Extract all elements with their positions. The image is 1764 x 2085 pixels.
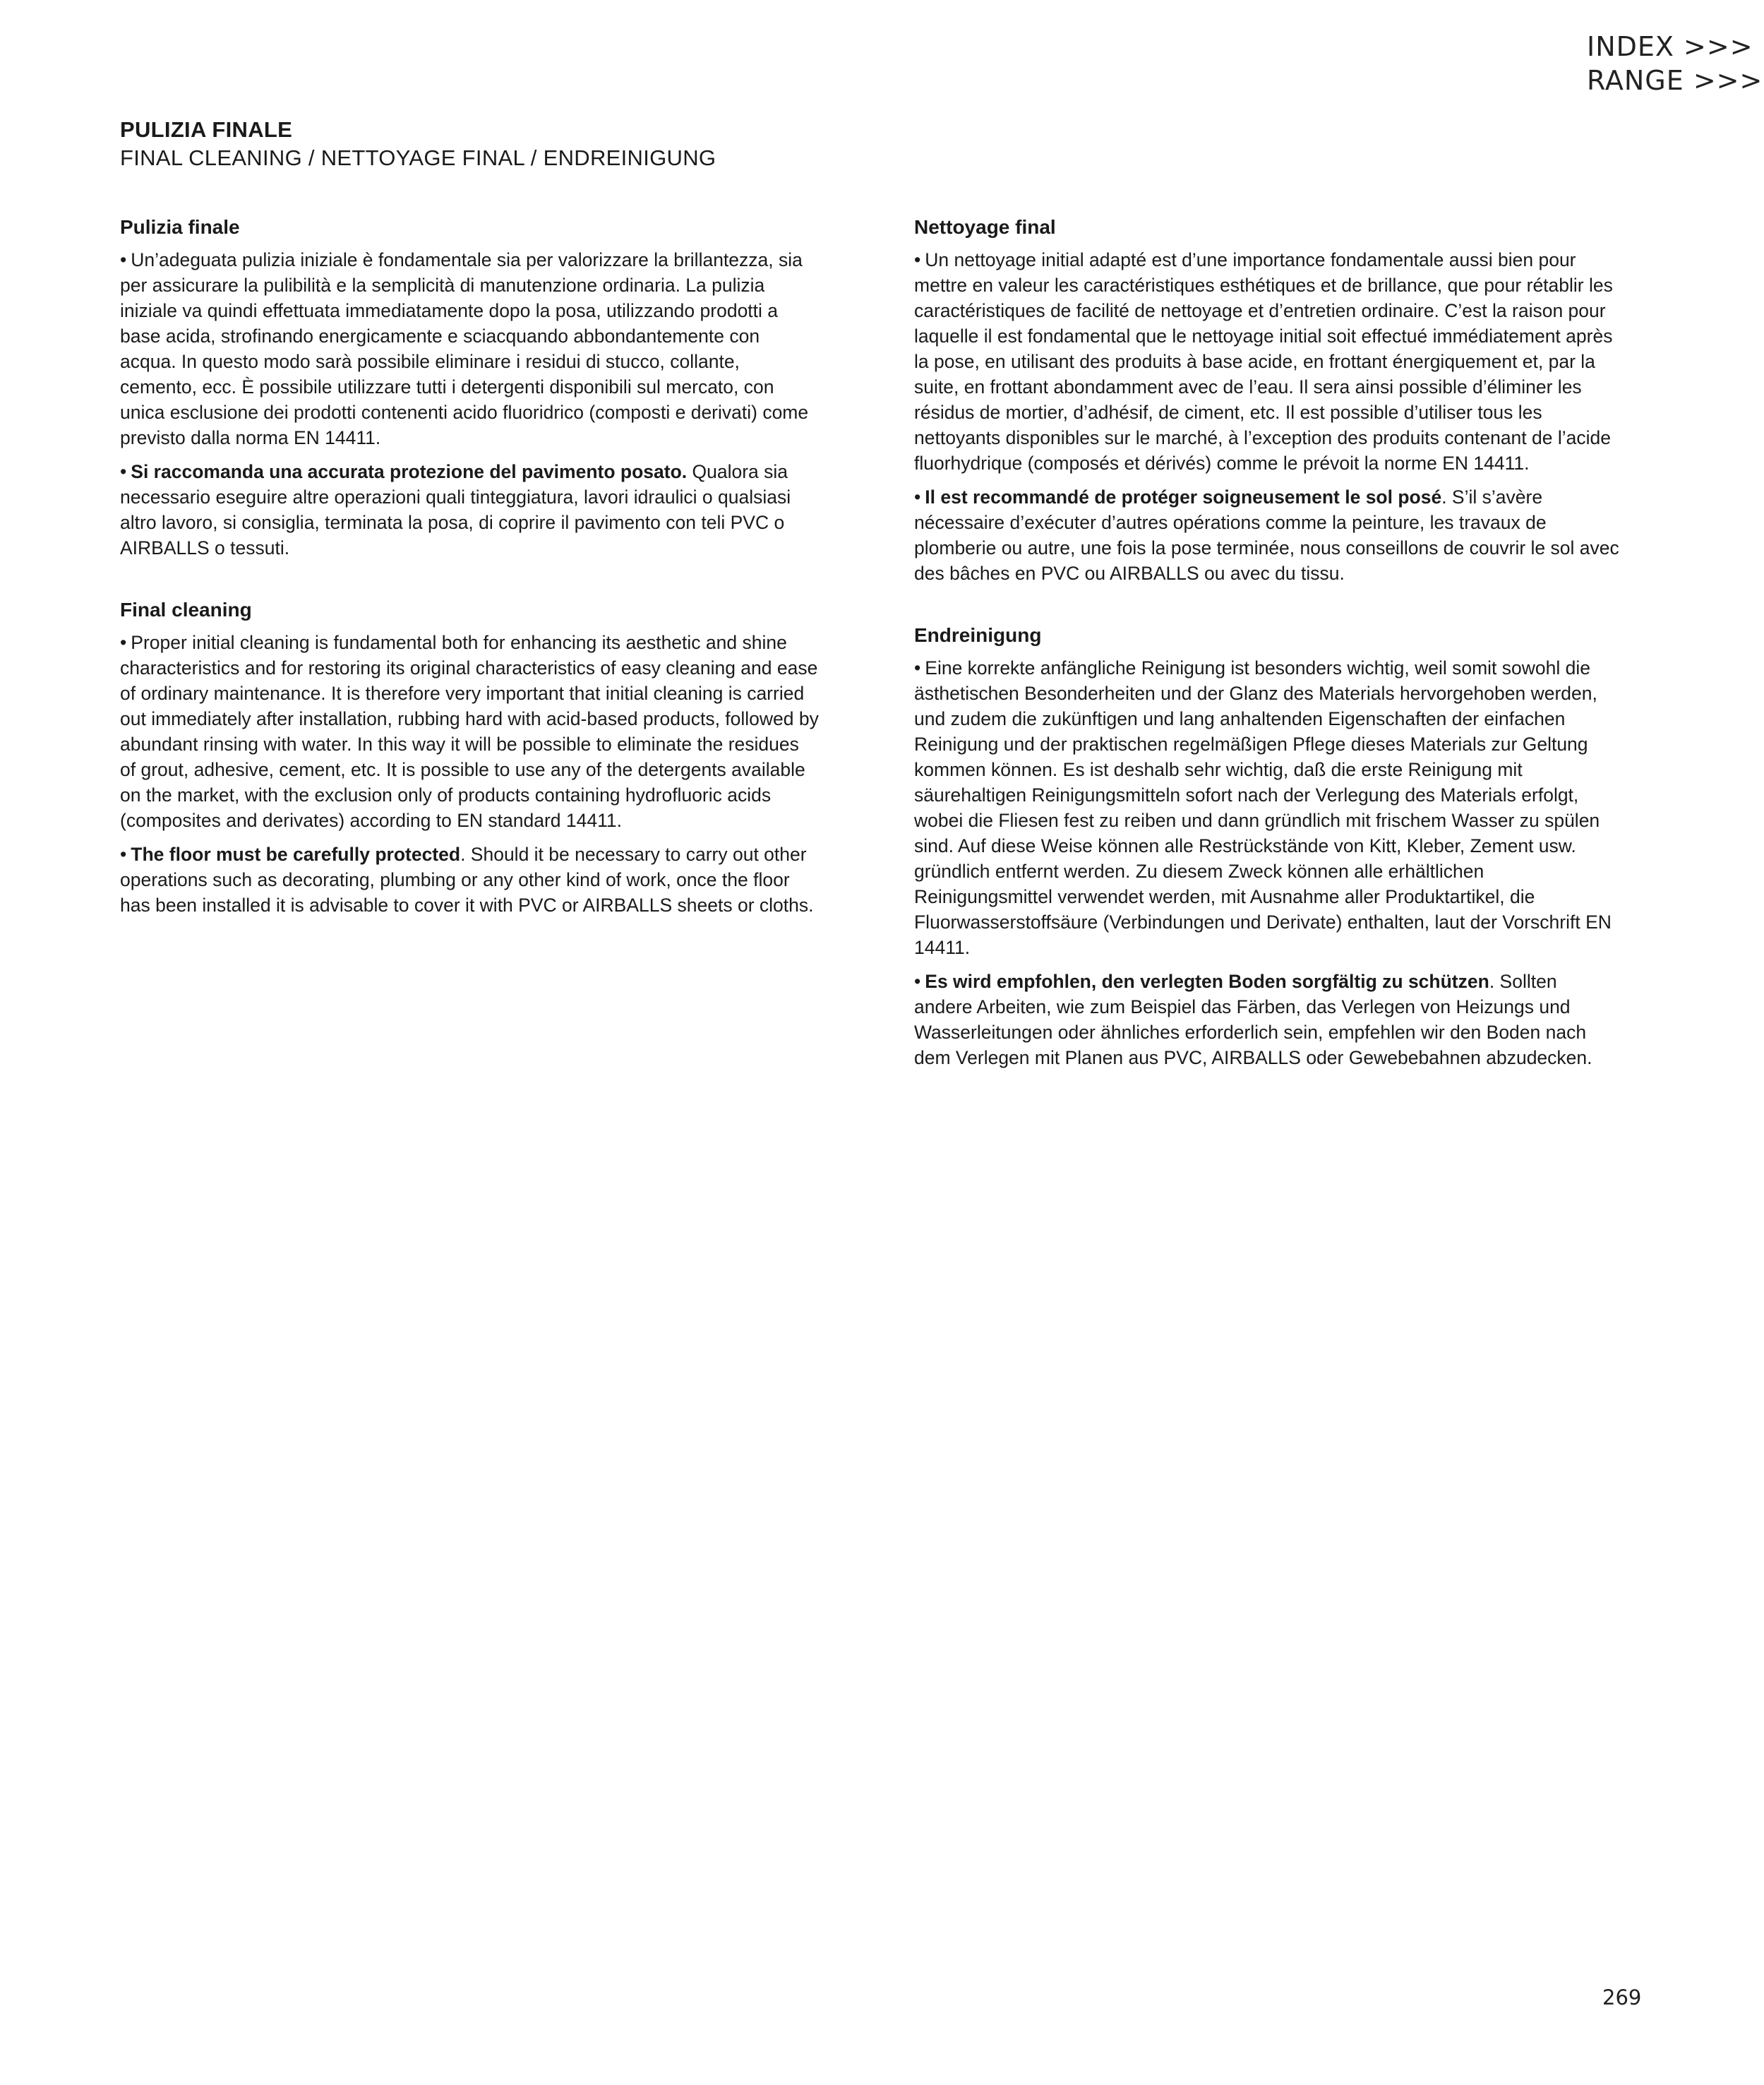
top-navigation <box>1587 30 1763 97</box>
paragraph <box>120 630 819 833</box>
left-column <box>120 213 819 953</box>
section-italian <box>120 213 819 561</box>
paragraph-emphasis: Il est recommandé de protéger soigneusement le sol posé <box>925 486 1442 508</box>
bullet: • <box>120 461 127 482</box>
bullet: • <box>120 844 127 865</box>
section-title: Final cleaning <box>120 599 252 621</box>
index-link[interactable]: INDEX >>> <box>1587 31 1753 62</box>
paragraph-text: Un’adeguata pulizia iniziale è fondamentale sia per valorizzare la brillantezza, sia per assicurare la pulibilità e la semplicità di manutenzione ordinaria. La pulizia iniziale va quindi effettuata immediatamente dopo la posa, utilizzando prodotti a base acida, strofinando energicamente e sciacquando abbondantemente con acqua. In questo modo sarà possibile eliminare i residui di stucco, collante, cemento, ecc. È possibile utilizzare tutti i detergenti disponibili sul mercato, con unica esclusione dei prodotti contenenti acido fluoridrico (composti e derivati) come previsto dalla norma EN 14411. <box>120 249 809 448</box>
right-column <box>914 213 1620 1106</box>
range-link[interactable]: RANGE >>> <box>1587 65 1763 96</box>
paragraph-text: Proper initial cleaning is fundamental both for enhancing its aesthetic and shine characteristics and for restoring its original characteristics of easy cleaning and ease of ordinary maintenance. It is therefore very important that initial cleaning is carried out immediately after installation, rubbing hard with acid-based products, followed by abundant rinsing with water. In this way it will be possible to eliminate the residues of grout, adhesive, cement, etc. It is possible to use any of the detergents available on the market, with the exclusion only of products containing hydrofluoric acids (composites and derivates) according to EN standard 14411. <box>120 632 819 831</box>
page-subtitle: FINAL CLEANING / NETTOYAGE FINAL / ENDREINIGUNG <box>120 145 716 170</box>
paragraph-text: Eine korrekte anfängliche Reinigung ist besonders wichtig, weil somit sowohl die ästhetischen Besonderheiten und der Glanz des Materials hervorgehoben werden, und zudem die zukünftigen und lang anhaltenden Eigenschaften der einfachen Reinigung und der praktischen regelmäßigen Pflege dieses Materials zur Geltung kommen können. Es ist deshalb sehr wichtig, daß die erste Reinigung mit säurehaltigen Reinigungsmitteln sofort nach der Verlegung des Materials erfolgt, wobei die Fliesen fest zu reiben und dann gründlich mit frischem Wasser zu spülen sind. Auf diese Weise können alle Restrückstände von Kitt, Kleber, Zement usw. gründlich entfernt werden. Zu diesem Zweck können alle erhältlichen Reinigungsmittel verwendet werden, mit Ausnahme aller Produktartikel, die Fluorwasserstoffsäure (Verbindungen und Derivate) enthalten, laut der Vorschrift EN 14411. <box>914 657 1612 958</box>
page-number: 269 <box>1602 1985 1642 2009</box>
paragraph-emphasis: Si raccomanda una accurata protezione del pavimento posato. <box>131 461 688 482</box>
paragraph-text: . Should it be necessary to carry out other operations such as decorating, plumbing or any other kind of work, once the floor has been installed it is advisable to cover it with PVC or AIRBALLS sheets or cloths. <box>120 844 814 916</box>
paragraph-text: Qualora sia necessario eseguire altre operazioni quali tinteggiatura, lavori idraulici o qualsiasi altro lavoro, si consiglia, terminata la posa, di coprire il pavimento con teli PVC o AIRBALLS o tessuti. <box>120 461 791 558</box>
section-french <box>914 213 1620 586</box>
section-english <box>120 596 819 918</box>
section-title: Endreinigung <box>914 624 1042 646</box>
paragraph-text: . S’il s’avère nécessaire d’exécuter d’autres opérations comme la peinture, les travaux de plomberie ou autre, une fois la pose terminée, nous conseillons de couvrir le sol avec des bâches en PVC ou AIRBALLS ou avec du tissu. <box>914 486 1619 584</box>
paragraph <box>914 969 1620 1070</box>
bullet: • <box>914 486 921 508</box>
bullet: • <box>120 632 127 653</box>
page-title: PULIZIA FINALE <box>120 117 293 142</box>
bullet: • <box>914 657 921 679</box>
paragraph-text: . Sollten andere Arbeiten, wie zum Beispiel das Färben, das Verlegen von Heizungs und Wasserleitungen oder ähnliches erforderlich sein, empfehlen wir den Boden nach dem Verlegen mit Planen aus PVC, AIRBALLS oder Gewebebahnen abzudecken. <box>914 971 1592 1068</box>
section-title: Pulizia finale <box>120 216 240 238</box>
paragraph-text: Un nettoyage initial adapté est d’une importance fondamentale aussi bien pour mettre en valeur les caractéristiques esthétiques et de brillance, que pour rétablir les caractéristiques de facilité de nettoyage et d’entretien ordinaire. C’est la raison pour laquelle il est fondamental que le nettoyage initial soit effectué immédiatement après la pose, en utilisant des produits à base acide, en frottant énergiquement et, par la suite, en frottant abondamment avec de l’eau. Il sera ainsi possible d’éliminer les résidus de mortier, d’adhésif, de ciment, etc. Il est possible d’utiliser tous les nettoyants disponibles sur le marché, à l’exception des produits contenant de l’acide fluorhydrique (composés et dérivés) comme le prévoit la norme EN 14411. <box>914 249 1613 474</box>
paragraph <box>914 247 1620 476</box>
bullet: • <box>914 249 921 270</box>
paragraph <box>120 842 819 918</box>
section-german <box>914 621 1620 1070</box>
bullet: • <box>120 249 127 270</box>
paragraph <box>914 655 1620 960</box>
paragraph-emphasis: The floor must be carefully protected <box>131 844 461 865</box>
paragraph <box>120 247 819 450</box>
paragraph <box>914 484 1620 586</box>
paragraph <box>120 459 819 561</box>
bullet: • <box>914 971 921 992</box>
section-title: Nettoyage final <box>914 216 1056 238</box>
page-header <box>120 116 967 172</box>
paragraph-emphasis: Es wird empfohlen, den verlegten Boden sorgfältig zu schützen <box>925 971 1489 992</box>
